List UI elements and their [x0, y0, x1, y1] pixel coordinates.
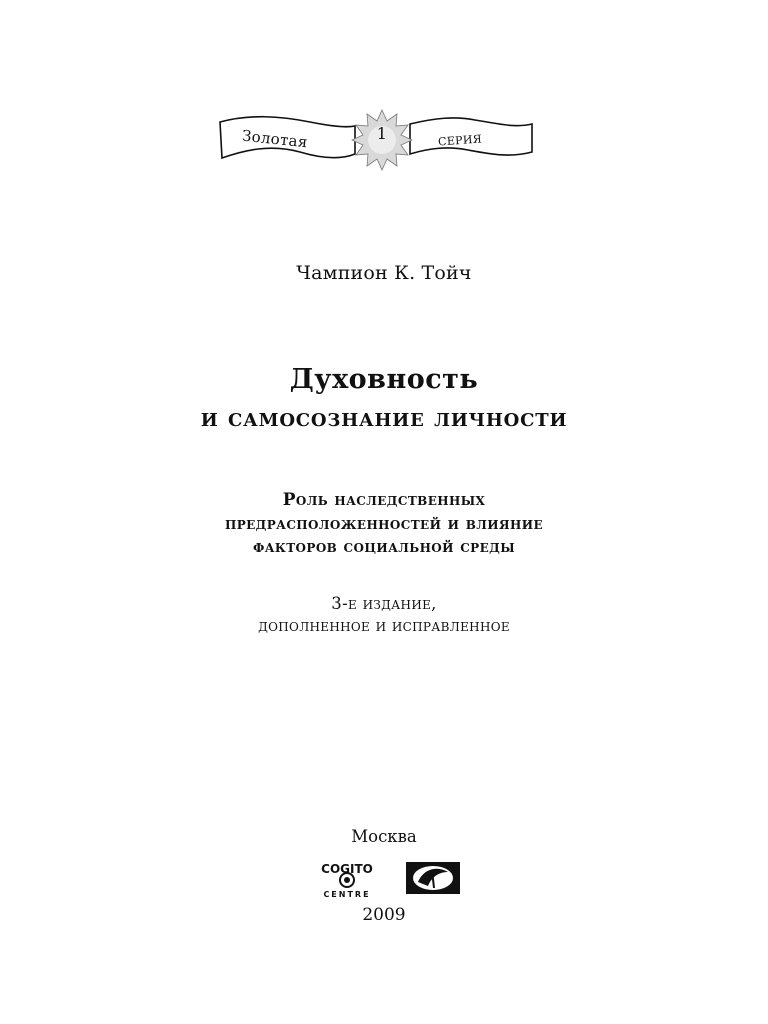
- publisher-emblem-logo: [404, 860, 462, 896]
- subtitle-line-2: предрасположенностей и влияние: [224, 514, 544, 534]
- cogito-centre-logo: [306, 860, 388, 900]
- series-banner: [210, 108, 540, 178]
- svg-text:COGITO: COGITO: [321, 862, 373, 876]
- edition-line-1: 3-е издание,: [331, 594, 437, 613]
- book-title-line-2: и самосознание личности: [200, 403, 568, 432]
- subtitle-line-3: факторов социальной среды: [252, 537, 516, 557]
- series-label-right: серия: [437, 128, 483, 150]
- svg-text:CENTRE: CENTRE: [323, 890, 371, 899]
- publication-year: 2009: [362, 905, 406, 925]
- book-title-line-1: Духовность: [289, 364, 479, 395]
- series-label-left: Золотая: [241, 126, 309, 152]
- edition-line-2: дополненное и исправленное: [258, 616, 510, 635]
- publication-city: Москва: [351, 827, 417, 846]
- subtitle-line-1: Роль наследственных: [282, 490, 486, 510]
- author-name: Чампион К. Тойч: [296, 262, 472, 284]
- series-number: 1: [376, 124, 388, 143]
